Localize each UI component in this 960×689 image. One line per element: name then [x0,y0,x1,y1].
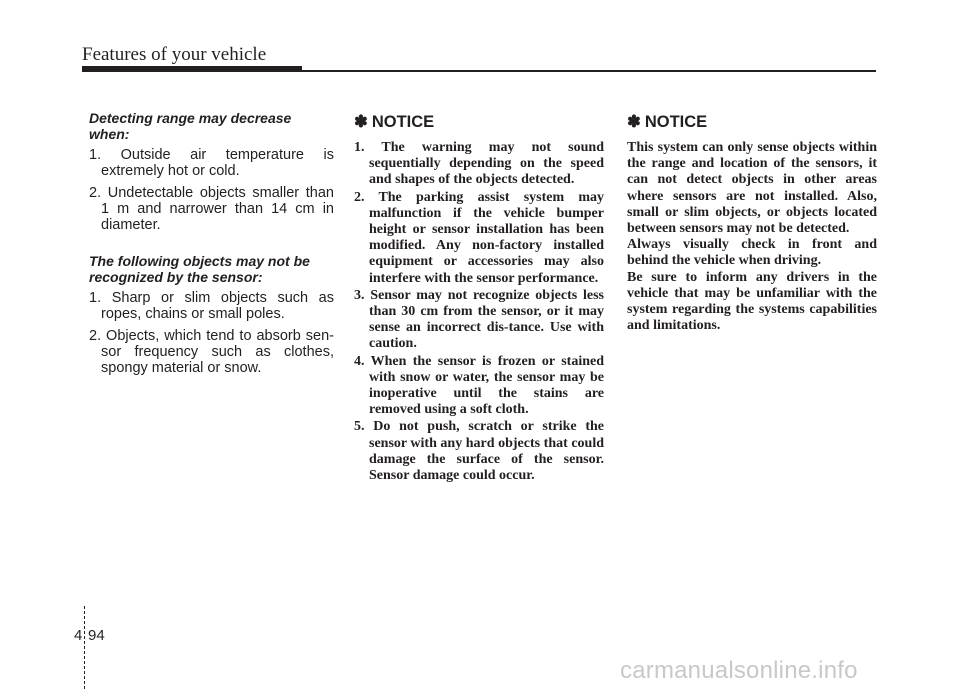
notice-asterisk-icon: ✽ [354,113,368,131]
notice-asterisk-icon: ✽ [627,113,641,131]
unrecognized-objects-list [89,290,334,376]
notice-paragraph: Be sure to inform any drivers in the vehicle that may be unfamiliar with the system regarding the systems capabilities and limitations. [627,269,877,334]
notice-heading [354,112,604,132]
notice-label: NOTICE [644,113,708,131]
notice-paragraph: This system can only sense objects within the range and location of the sensors, it can not detect objects in other areas where sensors are not installed. Also, small or slim objects, or objects located between sensors may not be detected. [627,140,877,237]
list-item: 2. The parking assist system may malfunction if the vehicle bumper height or sensor installation has been modified. Any non-factory installed equipment or accessories may also interfere with the sensor performance. [354,189,604,286]
page-number: 94 [88,627,105,644]
list-item: 3. Sensor may not recognize objects less than 30 cm from the sensor, or it may sense an incorrect dis-tance. Use with caution. [354,287,604,352]
list-item: 1. The warning may not sound sequentially depending on the speed and shapes of the objects detected. [354,140,604,188]
section-heading-unrecognized-objects: The following objects may not be recognized by the sensor: [89,253,310,285]
column-middle [354,110,604,485]
list-item: 2. Undetectable objects smaller than 1 m and narrower than 14 cm in diameter. [89,185,334,233]
column-left [89,110,334,396]
notice-heading [627,112,877,132]
watermark: carmanualsonline.info [620,657,858,684]
list-item: 5. Do not push, scratch or strike the sensor with any hard objects that could damage the surface of the sensor. Sensor damage could occur. [354,419,604,484]
notice-list [354,140,604,484]
notice-label: NOTICE [371,113,435,131]
section-heading-detecting-range: Detecting range may decrease when: [89,110,292,142]
column-right [627,110,877,334]
list-item: 1. Sharp or slim objects such as ropes, chains or small poles. [89,290,334,322]
detecting-range-list [89,147,334,233]
list-item: 1. Outside air temperature is extremely hot or cold. [89,147,334,179]
list-item: 4. When the sensor is frozen or stained with snow or water, the sensor may be inoperative until the stains are removed using a soft cloth. [354,353,604,418]
page-header-title: Features of your vehicle [82,44,267,65]
list-item: 2. Objects, which tend to absorb sen-sor frequency such as clothes, spongy material or snow. [89,328,334,376]
header-rule-thin [82,70,876,72]
page-number-divider [84,606,85,689]
chapter-number: 4 [74,627,83,644]
notice-paragraph: Always visually check in front and behind the vehicle when driving. [627,237,877,269]
